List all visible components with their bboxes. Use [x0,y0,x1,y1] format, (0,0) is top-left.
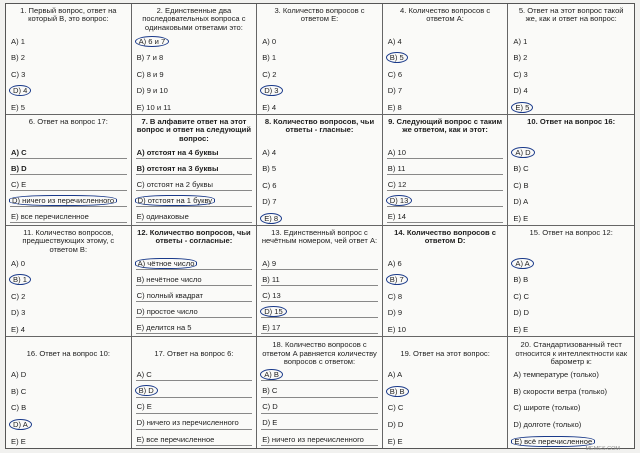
answer-option[interactable] [261,259,378,270]
answer-option[interactable] [10,325,127,334]
answer-option[interactable] [10,370,127,379]
answer-option[interactable] [10,403,127,412]
answer-option[interactable] [136,53,253,62]
answer-option[interactable] [512,214,630,223]
answer-text: E) E [11,436,26,446]
answer-list [387,259,504,334]
answer-text: D) долготе (только) [513,419,582,429]
answer-text: E) E [513,213,529,223]
answer-text: C) 2 [262,69,277,79]
answer-option[interactable] [136,259,253,270]
answer-option[interactable] [387,148,504,159]
answer-option[interactable] [512,292,630,301]
answer-option[interactable] [512,86,630,95]
answer-text: B) скорости ветра (только) [513,386,608,396]
answer-list [136,259,253,334]
circled-answer: D) 4 [9,85,31,96]
answer-list [387,37,504,112]
answer-option[interactable] [387,37,504,46]
answer-text: E) 17 [262,322,281,332]
answer-text: C) 13 [262,290,281,300]
answer-list [10,148,127,223]
answer-text: D) 3 [11,308,26,318]
answer-option[interactable] [512,181,630,190]
answer-option[interactable] [10,148,127,159]
question-text: 14. Количество вопросов с ответом D: [394,228,497,246]
question-text: 8. Количество вопросов, чьи ответы - гласные: [264,117,375,135]
answer-text: C) B [513,180,529,190]
answer-option[interactable] [261,53,378,62]
question-text: 5. Ответ на этот вопрос такой же, как и ответ на вопрос: [518,6,624,24]
answer-text: C) 3 [11,69,26,79]
answer-text: E) E [387,436,403,446]
answer-text: B) 1 [262,53,277,63]
answer-text: C) 8 [387,291,403,301]
answer-option[interactable] [10,259,127,268]
answer-list [512,148,630,223]
answer-text: B) 2 [513,53,528,63]
question-text: 15. Ответ на вопрос 12: [529,228,613,237]
answer-text: C) 8 и 9 [136,69,164,79]
answer-text: A) C [136,370,152,379]
question-text: 10. Ответ на вопрос 16: [527,117,616,126]
answer-option[interactable] [261,164,378,173]
answer-option[interactable] [261,70,378,79]
answer-option[interactable] [10,164,127,175]
circled-answer: B) 7 [386,274,408,285]
answer-option[interactable] [387,292,504,301]
answer-text: B) C [262,386,278,396]
answer-option[interactable] [136,70,253,79]
answer-text: C) 6 [262,180,277,190]
answer-text: D) A [513,197,529,207]
question-text: 17. Ответ на вопрос 6: [154,348,234,358]
answer-list [512,370,630,446]
answer-option[interactable] [512,325,630,334]
answer-option[interactable] [387,403,504,412]
answer-option[interactable] [261,103,378,112]
answer-option[interactable] [10,275,127,284]
answer-text: A) 6 [387,259,402,268]
answer-option[interactable] [512,70,630,79]
answer-text: B) отстоят на 3 буквы [136,163,219,173]
question-cell-17 [132,337,258,448]
circled-answer: A) 6 и 7 [135,36,170,47]
answer-option[interactable] [512,437,630,446]
question-cell-15 [508,226,634,337]
answer-text: E) 4 [11,324,25,334]
answer-text: B) нечётное число [136,274,202,284]
answer-option[interactable] [261,402,378,413]
circled-answer: B) B [386,386,409,397]
question-text: 20. Стандартизованный тест относится к интеллектности как барометр к: [515,340,628,367]
answer-text: E) одинаковые [136,211,189,221]
answer-text: E) все перечисленное [11,211,89,221]
answer-option[interactable] [136,180,253,191]
question-cell-1 [6,4,132,115]
answer-text: A) A [387,370,403,379]
answer-list [387,370,504,446]
question-text: 1. Первый вопрос, ответ на который В, это вопрос: [20,6,117,24]
answer-list [261,259,378,334]
watermark: MEMES.COM [585,446,620,452]
answer-option[interactable] [10,53,127,62]
answer-option[interactable] [136,86,253,95]
answer-list [261,370,378,446]
answer-option[interactable] [387,164,504,175]
answer-option[interactable] [136,212,253,223]
answer-option[interactable] [512,197,630,206]
answer-option[interactable] [136,402,253,413]
question-cell-8 [257,115,383,226]
circled-answer: D) 13 [386,195,413,206]
answer-option[interactable] [512,308,630,317]
answer-option[interactable] [512,53,630,62]
answer-text: A) температуре (только) [513,370,599,379]
answer-text: B) C [513,164,529,174]
circled-answer: E) 8 [260,213,282,224]
answer-text: D) 7 [262,197,277,207]
circled-answer: B) D [135,385,158,396]
answer-option[interactable] [261,214,378,223]
answer-text: A) D [11,370,27,379]
answer-option[interactable] [10,196,127,207]
answer-option[interactable] [512,148,630,157]
answer-option[interactable] [387,275,504,284]
question-cell-5 [508,4,634,115]
circled-answer: A) A [511,258,533,269]
answer-option[interactable] [136,323,253,334]
answer-option[interactable] [136,291,253,302]
question-cell-6 [6,115,132,226]
answer-text: E) E [513,324,529,334]
answer-list [512,37,630,112]
answer-option[interactable] [136,196,253,207]
answer-option[interactable] [387,437,504,446]
answer-text: C) широте (только) [513,403,581,413]
answer-text: E) 4 [262,102,277,112]
answer-text: C) полный квадрат [136,290,204,300]
question-cell-14 [383,226,509,337]
question-cell-19 [383,337,509,448]
question-cell-9 [383,115,509,226]
circled-answer: A) D [511,147,534,158]
question-text: 7. В алфавите ответ на этот вопрос и ответ на следующий вопрос: [136,117,251,143]
question-text: 11. Количество вопросов, предшествующих этому, с ответом B: [22,228,115,254]
circled-answer: D) A [9,419,32,430]
answer-text: A) C [11,148,27,157]
question-text: 12. Количество вопросов, чьи ответы - согласные: [137,228,251,246]
answer-list [10,370,127,446]
answer-text: C) B [11,403,27,413]
answer-option[interactable] [10,292,127,301]
answer-option[interactable] [261,307,378,318]
answer-option[interactable] [136,418,253,429]
answer-list [136,37,253,112]
answer-text: E) 5 [11,102,25,112]
answer-text: A) 1 [11,37,25,46]
answer-text: A) 9 [262,259,277,268]
answer-option[interactable] [261,86,378,95]
answer-option[interactable] [261,323,378,334]
question-text: 9. Следующий вопрос с таким же ответом, как и этот: [388,117,503,135]
answer-option[interactable] [387,86,504,95]
circled-answer: D) 3 [260,85,282,96]
question-text: 4. Количество вопросов с ответом A: [400,6,491,24]
answer-text: A) 0 [262,37,277,46]
answer-option[interactable] [512,259,630,268]
answer-text: B) 11 [262,274,280,284]
answer-option[interactable] [387,53,504,62]
answer-text: C) отстоят на 2 буквы [136,179,213,189]
answer-option[interactable] [136,148,253,159]
answer-list [387,148,504,223]
answer-option[interactable] [261,181,378,190]
answer-option[interactable] [387,212,504,223]
answer-list [10,259,127,334]
question-text: 13. Единственный вопрос с нечётным номером, чей ответ A: [261,228,378,246]
question-cell-2 [132,4,258,115]
answer-list [136,370,253,446]
answer-option[interactable] [512,275,630,284]
answer-option[interactable] [387,370,504,379]
answer-text: D) 4 [513,86,528,96]
answer-option[interactable] [387,180,504,191]
answer-option[interactable] [512,403,630,412]
answer-option[interactable] [136,307,253,318]
answer-text: A) 4 [262,148,277,157]
answer-text: C) E [11,179,27,189]
answer-option[interactable] [10,180,127,191]
question-text: 18. Количество вопросов с ответом A равняется количеству вопросов с ответом: [262,340,377,367]
answer-text: D) ничего из перечисленного [136,418,239,428]
answer-text: E) 8 [387,102,402,112]
answer-option[interactable] [261,291,378,302]
answer-option[interactable] [261,275,378,286]
question-text: 2. Единственные два последовательных вопроса с одинаковыми ответами это: [142,6,246,32]
circled-answer: A) B [260,369,283,380]
answer-option[interactable] [387,308,504,317]
answer-text: E) делится на 5 [136,322,192,332]
answer-text: C) 3 [513,69,528,79]
answer-list [261,148,378,223]
answer-text: B) 11 [387,163,406,173]
answer-option[interactable] [387,70,504,79]
answer-option[interactable] [261,37,378,46]
answer-text: D) D [387,419,404,429]
answer-text: A) отстоят на 4 буквы [136,148,219,157]
answer-text: A) 0 [11,259,25,268]
answer-text: C) C [513,291,529,301]
answer-text: C) 6 [387,69,403,79]
answer-option[interactable] [261,435,378,446]
answer-text: D) 9 [387,308,403,318]
answer-text: D) D [513,308,529,318]
answer-option[interactable] [387,103,504,112]
answer-option[interactable] [10,387,127,396]
question-cell-10 [508,115,634,226]
answer-text: B) 5 [262,164,277,174]
circled-answer: D) 15 [260,306,287,317]
question-cell-4 [383,4,509,115]
answer-option[interactable] [10,212,127,223]
answer-text: C) C [387,403,404,413]
question-text: 16. Ответ на вопрос 10: [26,348,110,358]
answer-option[interactable] [512,370,630,379]
answer-text: E) все перечисленное [136,434,215,444]
answer-text: C) D [262,402,278,412]
answer-text: C) 12 [387,179,407,189]
circled-answer: A) чётное число [135,258,198,269]
answer-option[interactable] [10,103,127,112]
answer-option[interactable] [136,37,253,46]
answer-option[interactable] [136,386,253,397]
answer-option[interactable] [10,70,127,79]
answer-text: D) 7 [387,86,403,96]
answer-option[interactable] [136,164,253,175]
question-cell-11 [6,226,132,337]
answer-option[interactable] [261,386,378,397]
answer-option[interactable] [512,103,630,112]
question-cell-13 [257,226,383,337]
answer-option[interactable] [261,197,378,206]
circled-answer: E) всё перечисленное [511,436,595,447]
answer-text: D) простое число [136,306,198,316]
answer-option[interactable] [261,418,378,429]
answer-text: E) 10 [387,324,406,334]
answer-list [136,148,253,223]
answer-option[interactable] [10,420,127,429]
answer-text: D) 9 и 10 [136,86,168,96]
question-text: 19. Ответ на этот вопрос: [400,348,490,358]
question-cell-16 [6,337,132,448]
answer-option[interactable] [10,37,127,46]
answer-text: B) B [513,275,529,285]
answer-text: A) 10 [387,148,406,157]
answer-text: C) E [136,402,152,412]
answer-text: B) C [11,386,27,396]
answer-option[interactable] [512,37,630,46]
answer-option[interactable] [10,437,127,446]
question-cell-7 [132,115,258,226]
circled-answer: E) 5 [511,102,533,113]
circled-answer: B) 1 [9,274,31,285]
answer-text: E) ничего из перечисленного [262,434,364,444]
answer-option[interactable] [261,370,378,381]
circled-answer: D) ничего из перечисленного [9,195,117,206]
answer-option[interactable] [136,103,253,112]
circled-answer: D) отстоят на 1 букву [135,195,216,206]
answer-text: B) D [11,163,27,173]
answer-text: C) 2 [11,291,26,301]
answer-text: B) 7 и 8 [136,53,164,63]
answer-text: A) 4 [387,37,402,46]
question-cell-12 [132,226,258,337]
answer-option[interactable] [387,196,504,207]
answer-option[interactable] [387,387,504,396]
answer-text: E) 14 [387,211,406,221]
answer-text: D) E [262,418,278,428]
answer-option[interactable] [512,387,630,396]
question-text: 6. Ответ на вопрос 17: [28,117,108,126]
question-cell-3 [257,4,383,115]
answer-option[interactable] [512,164,630,173]
answer-option[interactable] [387,259,504,268]
answer-option[interactable] [261,148,378,157]
answer-list [512,259,630,334]
answer-list [261,37,378,112]
question-text: 3. Количество вопросов с ответом E: [274,6,365,24]
question-cell-18 [257,337,383,448]
answer-option[interactable] [136,275,253,286]
circled-answer: B) 5 [386,52,408,63]
answer-option[interactable] [10,86,127,95]
questionnaire-sheet [5,3,635,449]
answer-option[interactable] [10,308,127,317]
answer-option[interactable] [136,370,253,381]
answer-option[interactable] [512,420,630,429]
answer-text: B) 2 [11,53,25,63]
answer-option[interactable] [387,420,504,429]
answer-option[interactable] [136,435,253,446]
answer-option[interactable] [387,325,504,334]
answer-text: A) 1 [513,37,528,46]
answer-list [10,37,127,112]
answer-text: E) 10 и 11 [136,102,172,112]
question-cell-20 [508,337,634,448]
